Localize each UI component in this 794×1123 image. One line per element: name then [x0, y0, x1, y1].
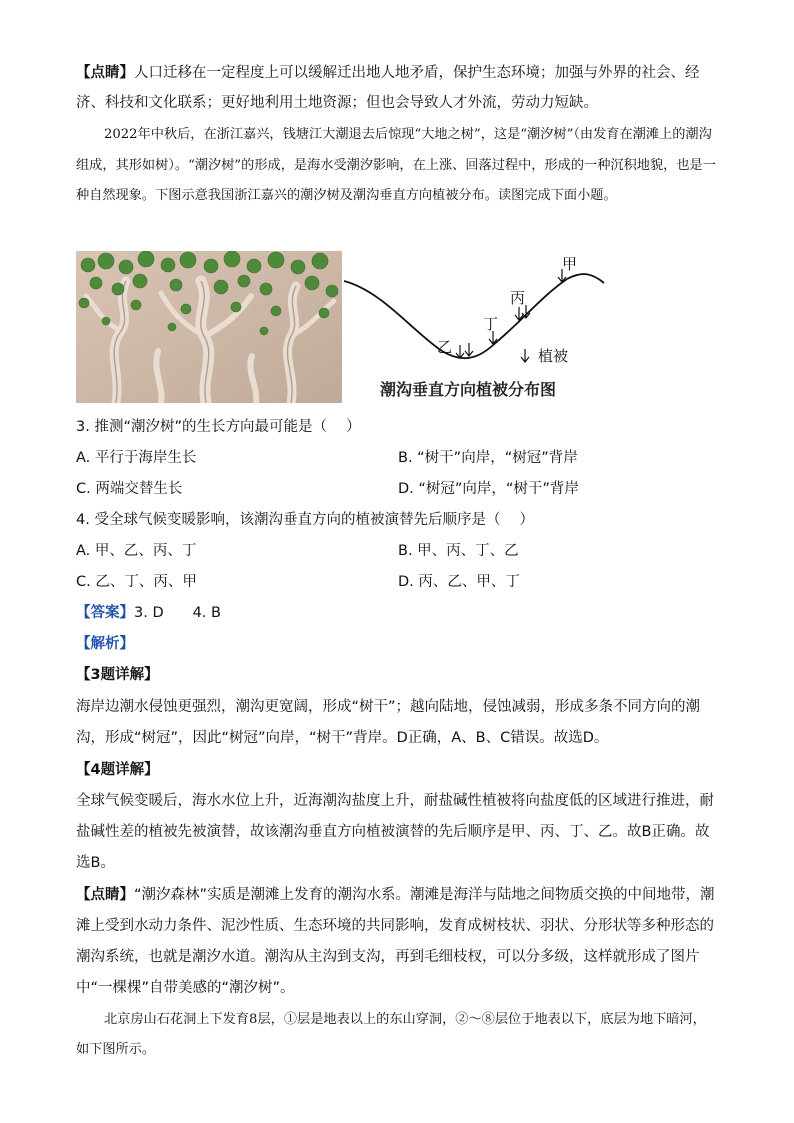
- label-bing: 丙: [510, 289, 526, 307]
- final-note-tag: 【点睛】: [76, 887, 134, 903]
- note-tag: 【点睛】: [76, 65, 134, 81]
- q3-stem: 3. 推测“潮汐树”的生长方向最可能是（ ）: [76, 419, 361, 435]
- label-jia: 甲: [562, 255, 578, 273]
- q4-option-d: D. 丙、乙、甲、丁: [398, 574, 520, 590]
- intro-note: [76, 58, 718, 118]
- q4-detail-tag: 【4题详解】: [76, 762, 159, 778]
- q4-detail-heading: [76, 755, 718, 785]
- answer-text: 3. D 4. B: [134, 605, 221, 621]
- q4-detail-text: 全球气候变暖后，海水水位上升，近海潮沟盐度上升，耐盐碱性植被将向盐度低的区域进行推进，耐盐碱性差的植被先被演替，故该潮沟垂直方向植被演替的先后顺序是甲、丙、丁、乙。故B正确。故选B。: [76, 793, 714, 871]
- answer-tag: 【答案】: [76, 605, 134, 621]
- q4-option-a: A. 甲、乙、丙、丁: [76, 543, 197, 559]
- q3-option-a: A. 平行于海岸生长: [76, 450, 197, 466]
- analysis-tag: 【解析】: [76, 636, 134, 652]
- q3-detail-tag: 【3题详解】: [76, 667, 159, 683]
- q4-option-c: C. 乙、丁、丙、甲: [76, 574, 197, 590]
- passage: 2022年中秋后，在浙江嘉兴，钱塘江大潮退去后惊现“大地之树”，这是“潮汐树”（由发育在潮滩上的潮沟组成，其形如树）。“潮汐树”的形成，是海水受潮汐影响，在上涨、回落过程中，形成的一种沉积地貌，也是一种自然现象。下图示意我国浙江嘉兴的潮汐树及潮沟垂直方向植被分布。读图完成下面小题。: [76, 127, 716, 203]
- tidal-tree-photo: [76, 251, 342, 403]
- final-note-text: “潮汐森林”实质是潮滩上发育的潮沟水系。潮滩是海洋与陆地之间物质交换的中间地带，潮滩上受到水动力条件、泥沙性质、生态环境的共同影响，发育成树枝状、羽状、分形状等多种形态的潮沟系统，也就是潮汐水道。潮沟从主沟到支沟，再到毛细枝杈，可以分多级，这样就形成了图片中“一棵棵”自带美感的“潮汐树”。: [76, 887, 715, 996]
- q4-option-b: B. 甲、丙、丁、乙: [398, 543, 519, 559]
- analysis-heading: [76, 629, 718, 659]
- final-note: [76, 880, 718, 1004]
- label-ding: 丁: [483, 315, 499, 333]
- q3-option-b: B. “树干”向岸，“树冠”背岸: [398, 450, 578, 466]
- tidal-tree-image: [76, 251, 342, 403]
- next-passage: 北京房山石花洞上下发育8层，①层是地表以上的东山穿洞，②～⑧层位于地表以下，底层为地下暗河，如下图所示。: [76, 1012, 706, 1057]
- profile-svg: [342, 251, 612, 403]
- q3-option-d: D. “树冠”向岸，“树干”背岸: [398, 481, 579, 497]
- vegetation-profile-diagram: [342, 251, 612, 403]
- q3-detail-heading: [76, 660, 718, 690]
- channel-profile-line: [344, 274, 604, 358]
- q4-stem: 4. 受全球气候变暖影响，该潮沟垂直方向的植被演替先后顺序是（ ）: [76, 512, 535, 528]
- q3-option-c: C. 两端交替生长: [76, 481, 183, 497]
- legend-vegetation: 植被: [538, 347, 569, 365]
- answer-line: [76, 598, 718, 628]
- figure-title: 潮沟垂直方向植被分布图: [380, 380, 557, 399]
- note-text: 人口迁移在一定程度上可以缓解迁出地人地矛盾，保护生态环境；加强与外界的社会、经济、科技和文化联系；更好地利用土地资源；但也会导致人才外流，劳动力短缺。: [76, 65, 700, 111]
- label-yi: 乙: [437, 338, 453, 356]
- q3-detail-text: 海岸边潮水侵蚀更强烈，潮沟更宽阔，形成“树干”；越向陆地，侵蚀减弱，形成多条不同方向的潮沟，形成“树冠”，因此“树冠”向岸，“树干”背岸。D正确，A、B、C错误。故选D。: [76, 699, 701, 746]
